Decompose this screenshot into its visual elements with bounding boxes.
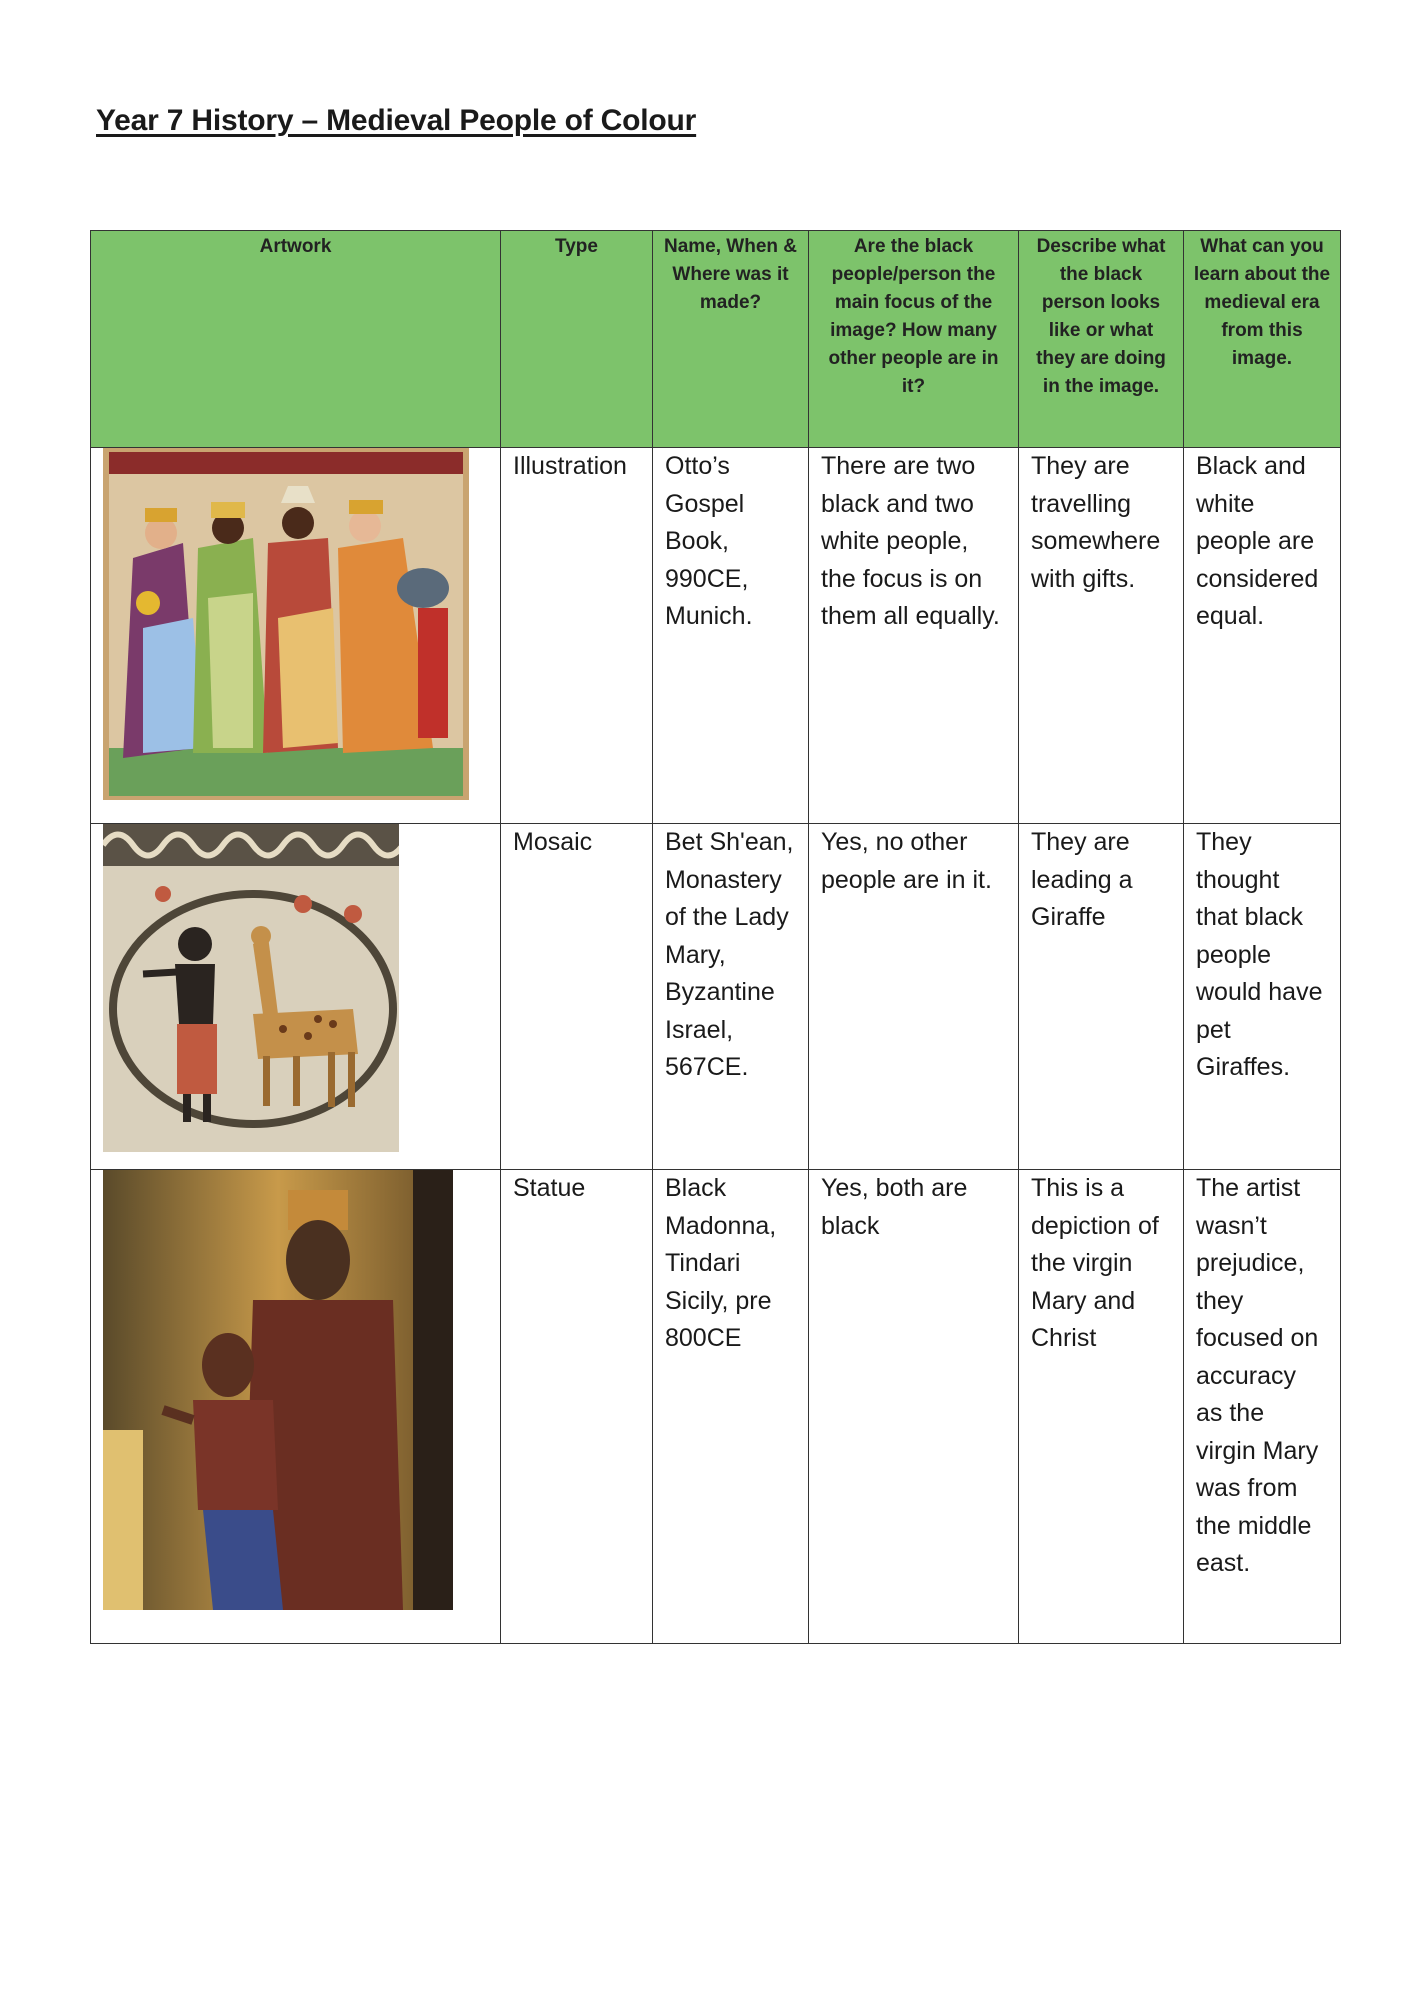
statue-photo-image [103,1170,453,1610]
focus-cell: There are two black and two white people, the focus is on them all equally. [809,448,1019,824]
name-cell: Bet Sh'ean, Monastery of the Lady Mary, Byzantine Israel, 567CE. [653,824,809,1170]
header-describe: Describe what the black person looks like or what they are doing in the image. [1019,231,1184,448]
illuminated-manuscript-image [103,448,469,800]
learn-cell: They thought that black people would have pet Giraffes. [1184,824,1341,1170]
describe-cell: They are travelling somewhere with gifts. [1019,448,1184,824]
describe-cell: They are leading a Giraffe [1019,824,1184,1170]
artwork-cell [91,1170,501,1644]
type-cell: Illustration [501,448,653,824]
focus-cell: Yes, no other people are in it. [809,824,1019,1170]
focus-cell: Yes, both are black [809,1170,1019,1644]
artwork-cell [91,448,501,824]
header-focus: Are the black people/person the main focus of the image? How many other people are in it? [809,231,1019,448]
header-type: Type [501,231,653,448]
page-title: Year 7 History – Medieval People of Colour [96,104,697,137]
mosaic-image [103,824,399,1152]
name-cell: Black Madonna, Tindari Sicily, pre 800CE [653,1170,809,1644]
type-cell: Statue [501,1170,653,1644]
table-row [91,448,1341,824]
artwork-cell [91,824,501,1170]
history-table [90,230,1341,1644]
type-cell: Mosaic [501,824,653,1170]
header-row [91,231,1341,448]
learn-cell: The artist wasn’t prejudice, they focused on accuracy as the virgin Mary was from the middle east. [1184,1170,1341,1644]
header-name-when-where: Name, When & Where was it made? [653,231,809,448]
table-row [91,824,1341,1170]
table-row [91,1170,1341,1644]
name-cell: Otto’s Gospel Book, 990CE, Munich. [653,448,809,824]
learn-cell: Black and white people are considered equal. [1184,448,1341,824]
header-learn: What can you learn about the medieval era from this image. [1184,231,1341,448]
header-artwork: Artwork [91,231,501,448]
describe-cell: This is a depiction of the virgin Mary and Christ [1019,1170,1184,1644]
